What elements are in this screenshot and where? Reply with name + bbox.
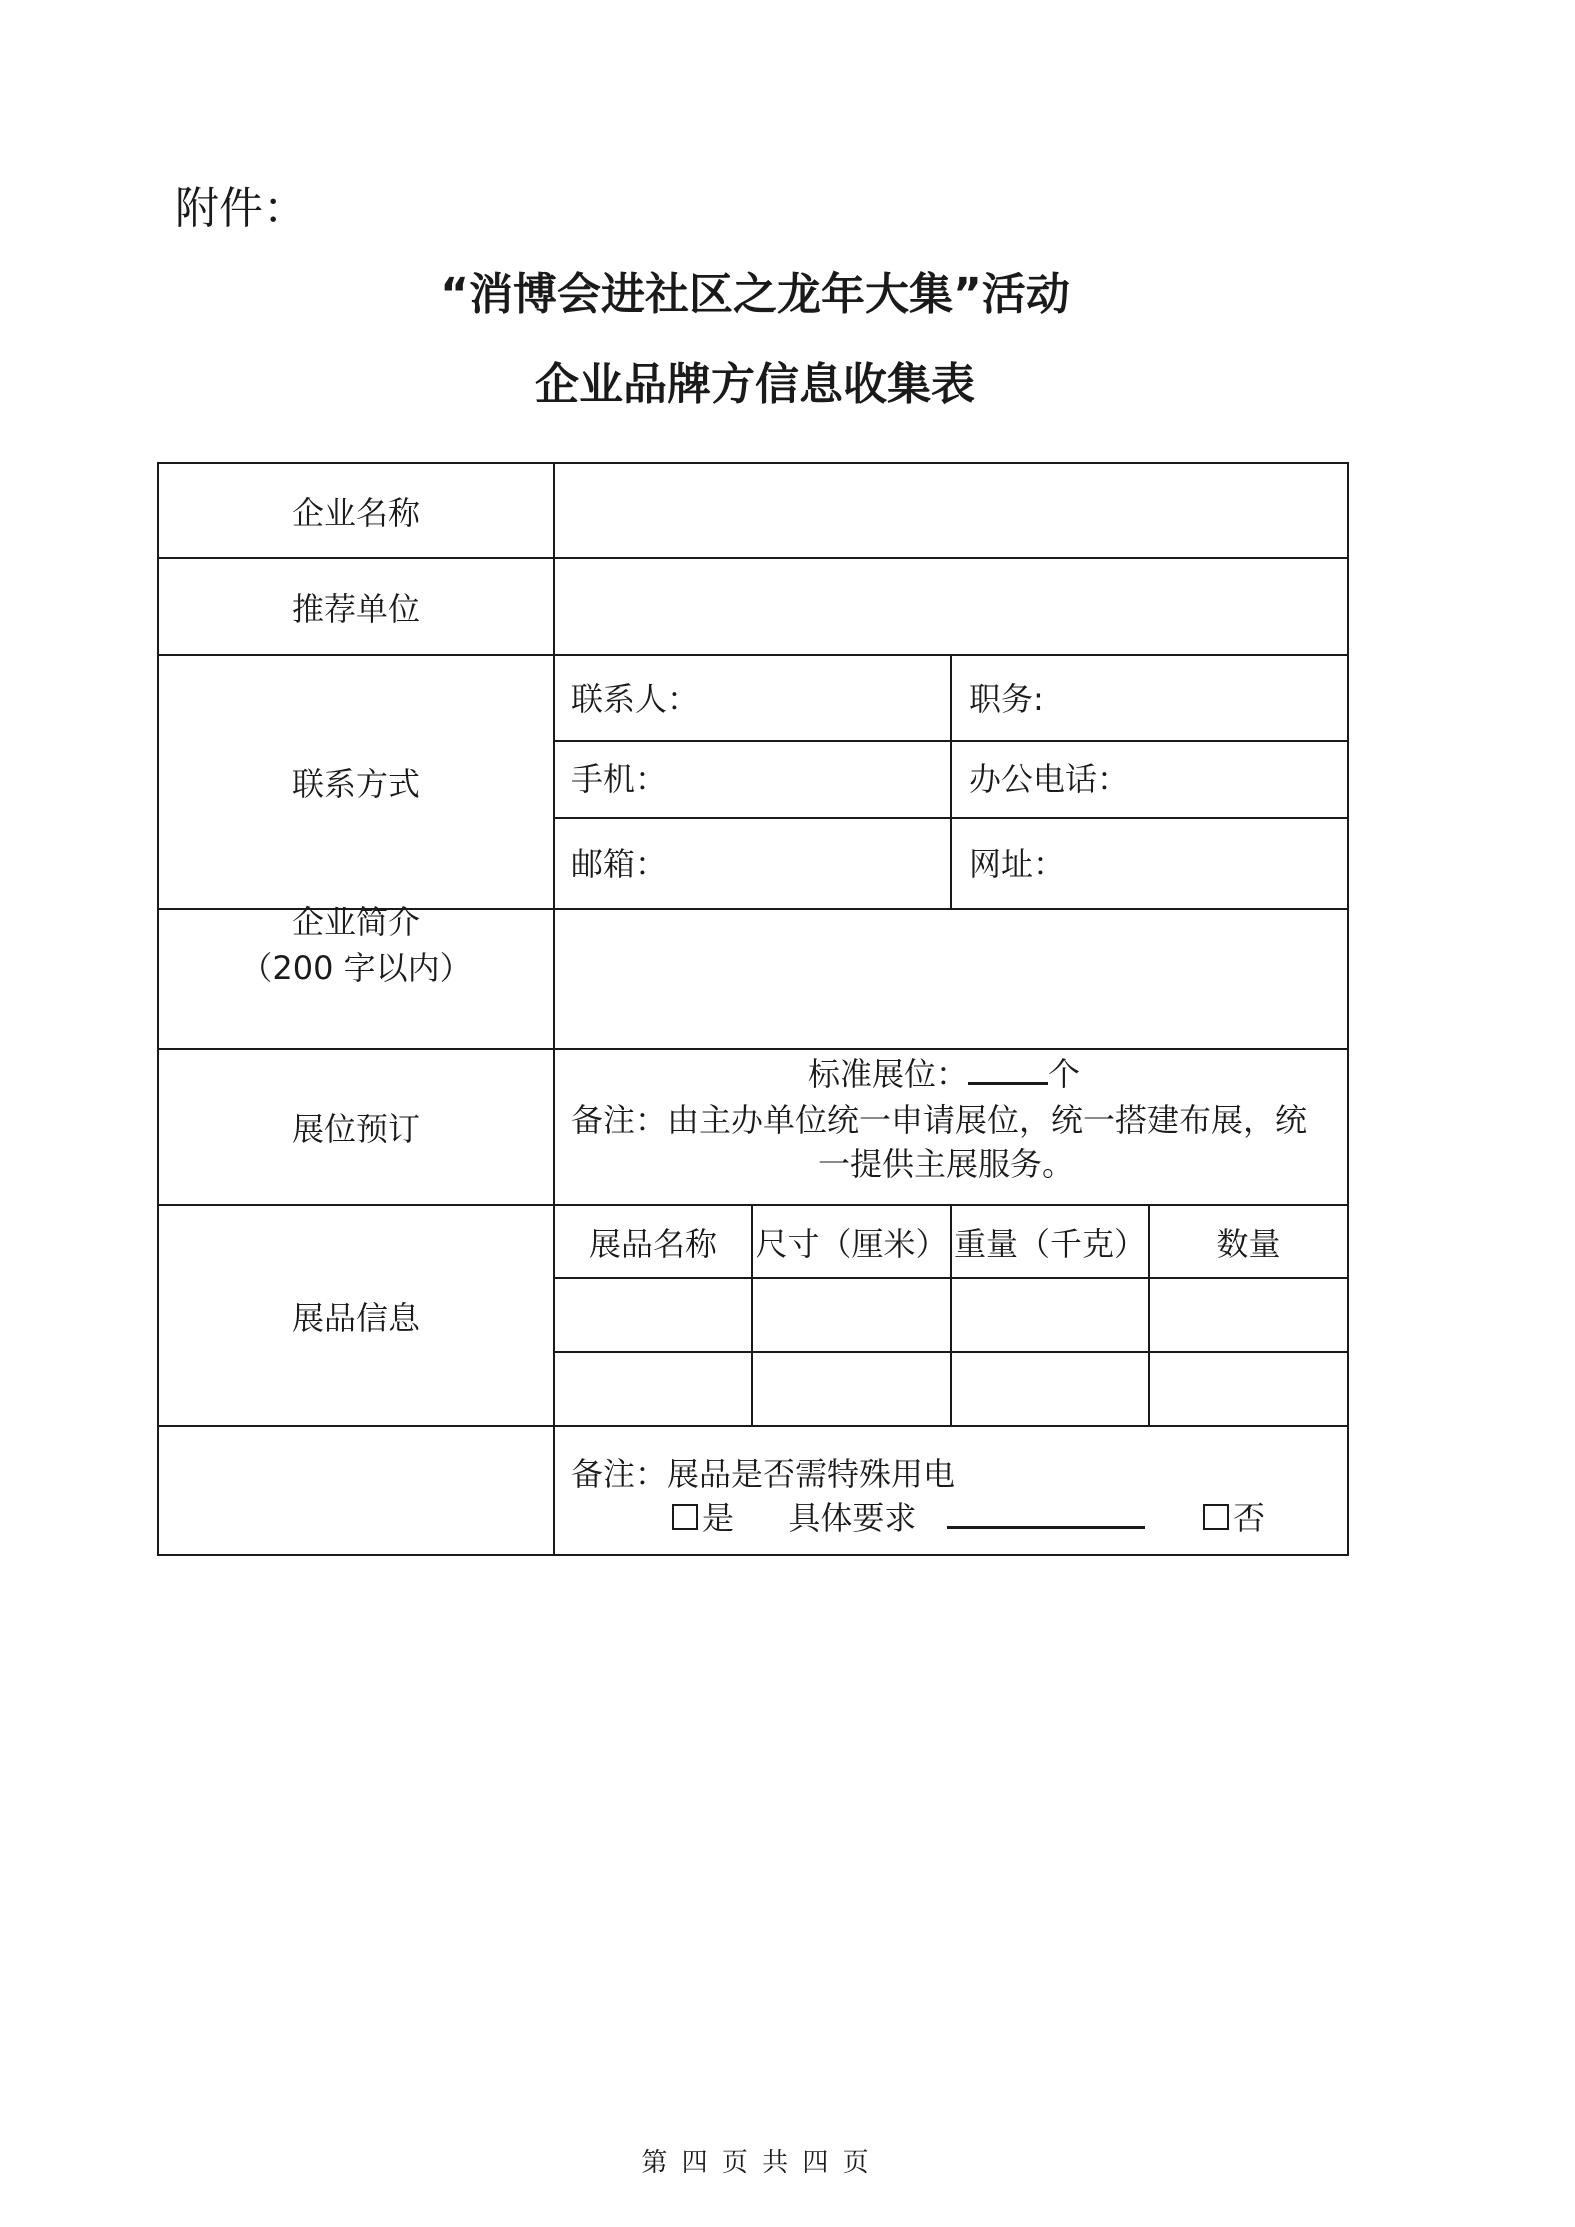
intro-limit: （200 字以内） (240, 949, 472, 987)
exhibit-col-size: 尺寸（厘米） (755, 1224, 948, 1263)
website-label: 网址： (969, 845, 1066, 883)
booth-note-line2: 一提供主展服务。 (818, 1145, 1075, 1183)
booth-count-blank[interactable] (968, 1052, 1048, 1085)
contact-column-divider (950, 654, 952, 910)
recommender-field[interactable] (555, 559, 1347, 654)
contact-label: 联系方式 (291, 765, 420, 803)
contact-person-label: 联系人： (571, 680, 700, 718)
exhibit-label: 展品信息 (291, 1298, 420, 1337)
power-options (672, 1493, 1265, 1539)
recommender-label: 推荐单位 (291, 589, 420, 628)
office-phone-label: 办公电话： (969, 760, 1130, 798)
form-title: “消博会进社区之龙年大集”活动 (440, 269, 1070, 320)
email-label: 邮箱： (571, 845, 668, 883)
booth-unit: 个 (1048, 1055, 1081, 1093)
company-name-field[interactable] (555, 464, 1347, 557)
booth-standard-label: 标准展位： (808, 1055, 969, 1093)
attachment-label: 附件： (175, 183, 307, 234)
power-requirement-label: 具体要求 (788, 1499, 917, 1537)
table-border-right (1347, 462, 1349, 1556)
booth-note-line1: 备注：由主办单位统一申请展位，统一搭建布展，统 (571, 1101, 1308, 1139)
position-label: 职务: (969, 680, 1044, 718)
power-yes-label: 是 (702, 1499, 735, 1537)
table-border-bottom (157, 1554, 1349, 1556)
intro-label-block (159, 903, 553, 987)
booth-label: 展位预订 (291, 1110, 420, 1148)
page-footer: 第 四 页 共 四 页 (641, 2148, 869, 2178)
mobile-label: 手机： (571, 760, 668, 798)
exhibit-col-quantity: 数量 (1216, 1224, 1281, 1263)
form-subtitle: 企业品牌方信息收集表 (535, 359, 975, 410)
power-no-checkbox[interactable] (1203, 1504, 1229, 1530)
exhibit-col-name: 展品名称 (588, 1224, 717, 1263)
power-note: 备注：展品是否需特殊用电 (571, 1455, 956, 1493)
power-yes-checkbox[interactable] (672, 1504, 698, 1530)
intro-field[interactable] (555, 910, 1347, 1048)
company-name-label: 企业名称 (291, 493, 420, 532)
row-divider (157, 1425, 1349, 1427)
power-no-label: 否 (1233, 1499, 1266, 1537)
power-requirement-blank[interactable] (947, 1496, 1145, 1529)
exhibit-col-weight: 重量（千克） (953, 1224, 1146, 1263)
intro-label: 企业简介 (291, 903, 420, 941)
booth-standard-line (808, 1049, 1080, 1095)
